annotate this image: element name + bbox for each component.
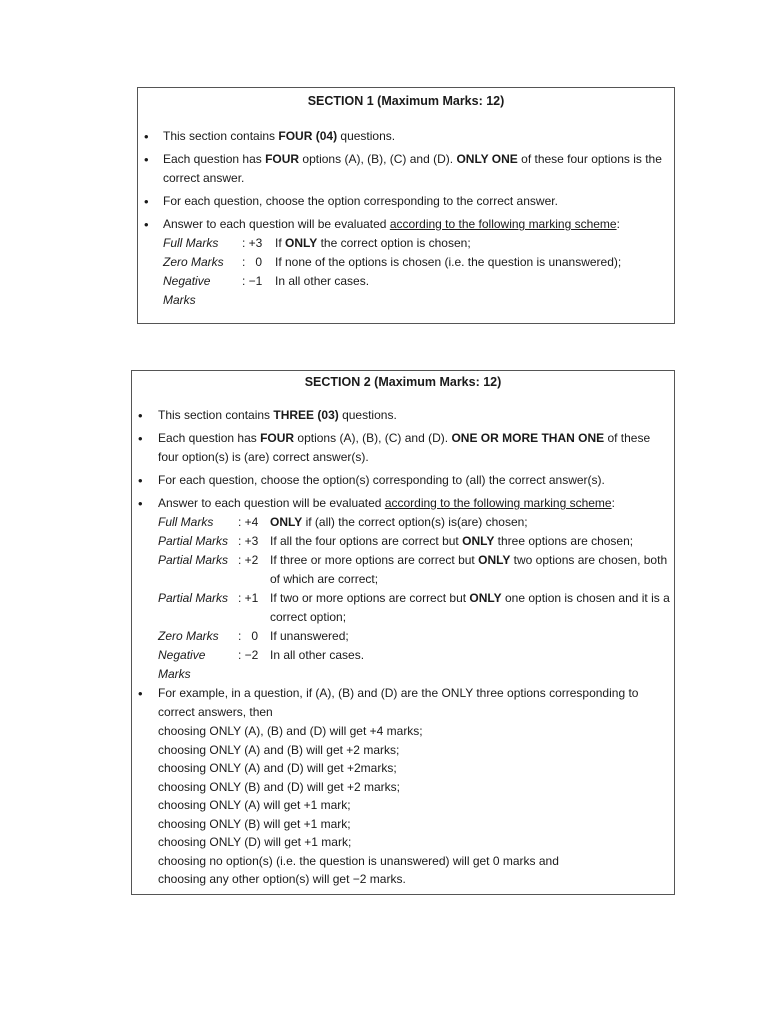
scheme-row: Full Marks : +3 If ONLY the correct option is chosen; [163, 236, 471, 250]
bullet-icon: • [144, 152, 149, 167]
section-2-title: SECTION 2 (Maximum Marks: 12) [304, 375, 502, 389]
bullet-item: • Answer to each question will be evaluated according to the following marking scheme: [138, 496, 615, 511]
bullet-item: • Each question has FOUR options (A), (B), (C) and (D). ONE OR MORE THAN ONE of these four option(s) is (are) correct answer(s). [138, 431, 651, 464]
scheme-row: Full Marks : +4 ONLY if (all) the correct option(s) is(are) chosen; [158, 515, 528, 529]
bullet-icon: • [138, 473, 143, 488]
bullet-item: • This section contains FOUR (04) questions. [144, 129, 396, 144]
bullet-item: • This section contains THREE (03) questions. [138, 408, 397, 423]
example-line: choosing ONLY (A), (B) and (D) will get +4 marks; [158, 724, 423, 738]
scheme-row: Zero Marks : 0 If unanswered; [158, 629, 349, 643]
bullet-item: • Answer to each question will be evaluated according to the following marking scheme: [144, 217, 620, 232]
bullet-icon: • [138, 408, 143, 423]
bullet-icon: • [144, 129, 149, 144]
section-1-title: SECTION 1 (Maximum Marks: 12) [307, 94, 505, 108]
bullet-icon: • [138, 686, 143, 701]
scheme-row: Partial Marks : +2 If three or more options are correct but ONLY two options are chosen, both of which are correct; [158, 553, 668, 586]
example-line: choosing ONLY (A) and (B) will get +2 marks; [158, 742, 400, 757]
section-2-box [131, 370, 675, 895]
scheme-row: Partial Marks : +3 If all the four options are correct but ONLY three options are chosen; [158, 534, 634, 548]
bullet-item: • For example, in a question, if (A), (B) and (D) are the ONLY three options corresponding to correct answers, then [138, 686, 639, 719]
example-line: choosing ONLY (B) and (D) will get +2 marks; [158, 779, 400, 794]
scheme-row: Zero Marks : 0 If none of the options is chosen (i.e. the question is unanswered); [163, 255, 622, 269]
example-line: choosing ONLY (D) will get +1 mark; [158, 835, 352, 849]
example-line: choosing ONLY (A) and (D) will get +2marks; [158, 761, 397, 775]
bullet-icon: • [138, 431, 143, 446]
example-list [132, 722, 674, 889]
example-line: choosing ONLY (B) will get +1 mark; [158, 816, 351, 831]
bullet-icon: • [144, 217, 149, 232]
bullet-item: • Each question has FOUR options (A), (B), (C) and (D). ONLY ONE of these four options is the correct answer. [144, 152, 662, 185]
bullet-item: • For each question, choose the option corresponding to the correct answer. [144, 194, 558, 209]
scheme-row: Partial Marks : +1 If two or more options are correct but ONLY one option is chosen and it is a correct option; [158, 591, 670, 624]
marking-scheme [163, 234, 674, 310]
section-1-box [137, 87, 675, 324]
example-line: choosing ONLY (A) will get +1 mark; [158, 798, 351, 812]
example-line: choosing no option(s) (i.e. the question is unanswered) will get 0 marks and [158, 853, 559, 868]
bullet-icon: • [138, 496, 143, 511]
marking-scheme [158, 513, 674, 684]
scheme-row: Negative Marks : −2 In all other cases. [158, 648, 365, 681]
example-line: choosing any other option(s) will get −2 marks. [158, 872, 406, 886]
scheme-row: Negative Marks : −1 In all other cases. [163, 274, 370, 307]
bullet-icon: • [144, 194, 149, 209]
bullet-item: • For each question, choose the option(s) corresponding to (all) the correct answer(s). [138, 473, 605, 488]
